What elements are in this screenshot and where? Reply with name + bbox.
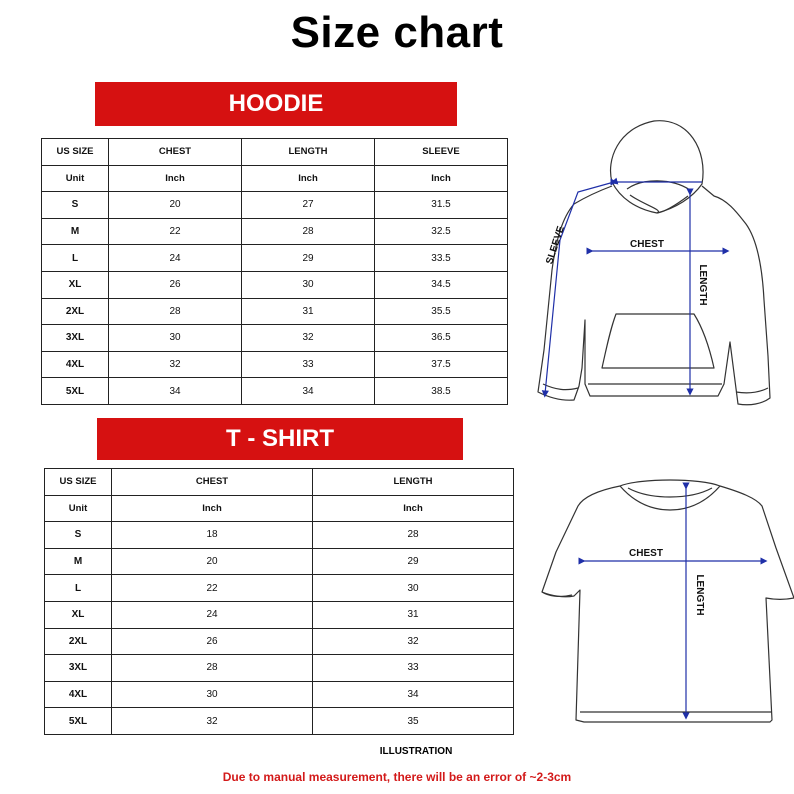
- measure-cell: 34.5: [375, 271, 508, 298]
- size-cell: S: [45, 522, 112, 549]
- measure-cell: 28: [112, 655, 313, 682]
- hoodie-chest-label: CHEST: [630, 239, 664, 250]
- measure-cell: 30: [242, 271, 375, 298]
- measure-cell: 28: [242, 218, 375, 245]
- measure-cell: 28: [109, 298, 242, 325]
- measure-cell: 32: [313, 628, 514, 655]
- size-cell: 5XL: [45, 708, 112, 735]
- measure-cell: 32: [109, 351, 242, 378]
- tshirt-length-label: LENGTH: [694, 574, 705, 616]
- measure-cell: 30: [112, 681, 313, 708]
- size-cell: 4XL: [42, 351, 109, 378]
- column-header: US SIZE: [42, 139, 109, 166]
- hoodie-sleeve-label: SLEEVE: [544, 224, 567, 266]
- unit-cell: Inch: [242, 165, 375, 192]
- column-header: US SIZE: [45, 469, 112, 496]
- tshirt-chest-label: CHEST: [629, 548, 663, 559]
- column-header: SLEEVE: [375, 139, 508, 166]
- unit-cell: Inch: [313, 495, 514, 522]
- size-cell: M: [42, 218, 109, 245]
- measure-cell: 32: [242, 325, 375, 352]
- column-header: CHEST: [112, 469, 313, 496]
- measure-cell: 32.5: [375, 218, 508, 245]
- size-cell: S: [42, 192, 109, 219]
- measure-cell: 20: [109, 192, 242, 219]
- measure-cell: 20: [112, 548, 313, 575]
- measure-cell: 34: [109, 378, 242, 405]
- hoodie-length-label: LENGTH: [697, 264, 708, 306]
- illustration-label: ILLUSTRATION: [379, 746, 453, 757]
- measure-cell: 22: [109, 218, 242, 245]
- measure-cell: 33.5: [375, 245, 508, 272]
- measure-cell: 34: [242, 378, 375, 405]
- measure-cell: 31: [242, 298, 375, 325]
- measure-cell: 22: [112, 575, 313, 602]
- measure-cell: 27: [242, 192, 375, 219]
- size-cell: 3XL: [42, 325, 109, 352]
- size-cell: 2XL: [42, 298, 109, 325]
- measure-cell: 26: [109, 271, 242, 298]
- size-cell: M: [45, 548, 112, 575]
- measure-cell: 30: [313, 575, 514, 602]
- measure-cell: 29: [242, 245, 375, 272]
- tshirt-illustration: [542, 480, 794, 722]
- measure-cell: 30: [109, 325, 242, 352]
- unit-cell: Inch: [112, 495, 313, 522]
- measure-cell: 24: [112, 601, 313, 628]
- measurement-note: Due to manual measurement, there will be an error of ~2-3cm: [222, 770, 572, 784]
- column-header: LENGTH: [313, 469, 514, 496]
- measure-cell: 28: [313, 522, 514, 549]
- measure-cell: 31: [313, 601, 514, 628]
- page-title: Size chart: [290, 8, 504, 57]
- measure-cell: 38.5: [375, 378, 508, 405]
- hoodie-banner-label: HOODIE: [228, 90, 324, 117]
- measure-cell: 32: [112, 708, 313, 735]
- measure-cell: 33: [242, 351, 375, 378]
- size-cell: XL: [42, 271, 109, 298]
- measure-cell: 36.5: [375, 325, 508, 352]
- size-cell: 2XL: [45, 628, 112, 655]
- column-header: CHEST: [109, 139, 242, 166]
- column-header: LENGTH: [242, 139, 375, 166]
- measure-cell: 34: [313, 681, 514, 708]
- measure-cell: 18: [112, 522, 313, 549]
- size-cell: 4XL: [45, 681, 112, 708]
- measure-cell: 35.5: [375, 298, 508, 325]
- measure-cell: 33: [313, 655, 514, 682]
- unit-cell: Unit: [45, 495, 112, 522]
- measure-cell: 31.5: [375, 192, 508, 219]
- unit-cell: Inch: [109, 165, 242, 192]
- measure-cell: 29: [313, 548, 514, 575]
- size-cell: XL: [45, 601, 112, 628]
- measure-cell: 37.5: [375, 351, 508, 378]
- unit-cell: Inch: [375, 165, 508, 192]
- unit-cell: Unit: [42, 165, 109, 192]
- tshirt-measure-arrows: [582, 486, 764, 716]
- size-cell: 5XL: [42, 378, 109, 405]
- size-cell: L: [45, 575, 112, 602]
- measure-cell: 26: [112, 628, 313, 655]
- hoodie-illustration: [538, 121, 770, 405]
- measure-cell: 24: [109, 245, 242, 272]
- tshirt-banner-label: T - SHIRT: [226, 425, 334, 452]
- size-cell: 3XL: [45, 655, 112, 682]
- size-cell: L: [42, 245, 109, 272]
- measure-cell: 35: [313, 708, 514, 735]
